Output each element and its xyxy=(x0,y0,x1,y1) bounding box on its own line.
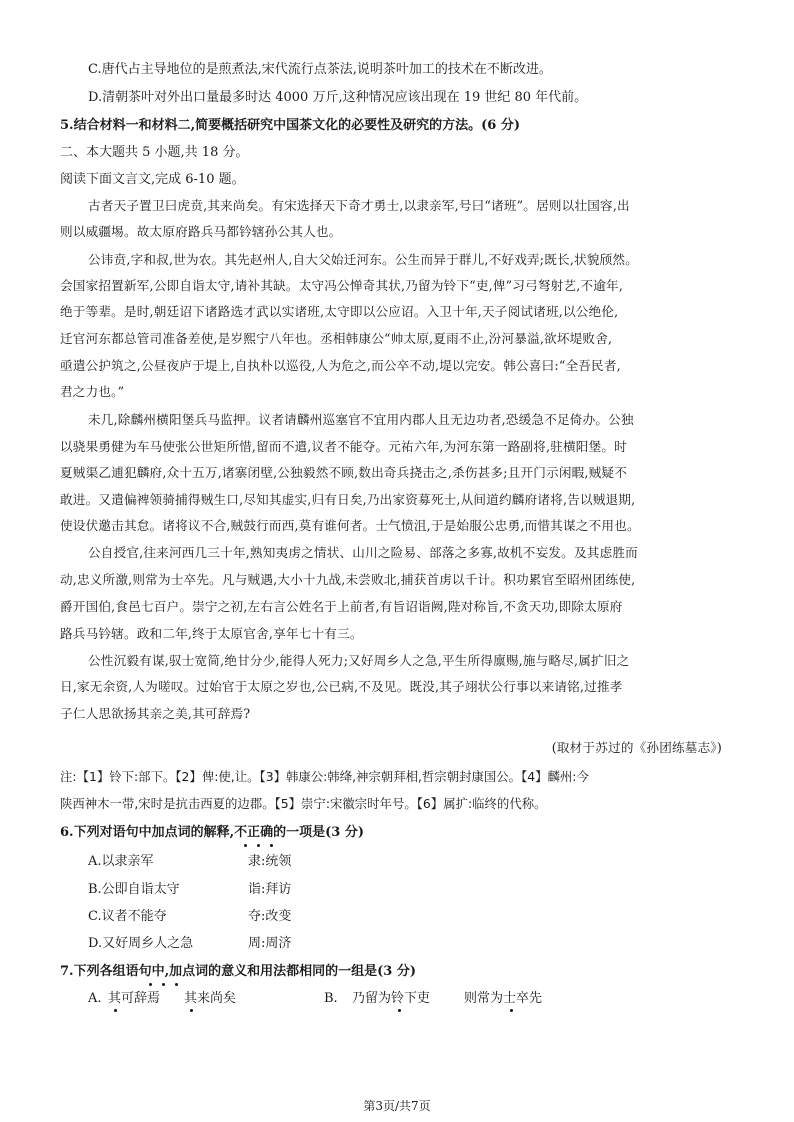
q6-option-d-gloss: 周:周济 xyxy=(248,936,292,951)
q7-option-a-label: A. xyxy=(88,991,102,1006)
passage-line: 夏贼渠乙逋犯麟府,众十五万,诸寨闭壁,公独毅然不顾,数出奇兵挠击之,杀伤甚多;且开门示闲暇,贼疑不 xyxy=(60,465,627,480)
emphasis-dot xyxy=(398,1009,401,1012)
q5-stem: 5.结合材料一和材料二,简要概括研究中国茶文化的必要性及研究的方法。(6 分) xyxy=(60,118,520,133)
notes-line: 注:【1】铃下:部下。【2】俾:使,让。【3】韩康公:韩绛,神宗朝拜相,哲宗朝封康国公。【4】麟州:今 xyxy=(60,769,589,784)
emphasis-dot xyxy=(114,1009,117,1012)
q6-option-sentence: B.公即自诣太守 xyxy=(88,882,180,897)
q7-option-b-label: B. xyxy=(324,991,338,1006)
q6-option-a-gloss: 隶:统领 xyxy=(248,854,292,869)
passage-line: 绝于等辈。是时,朝廷诏下诸路选才武以实诸班,太守即以公应诏。入卫十年,天子阅试诸班,以公绝伦, xyxy=(60,304,619,319)
emphasis-dot xyxy=(270,844,273,847)
passage-line: 迁官河东都总管司准备差使,是岁熙宁八年也。丞相韩康公“帅太原,夏雨不止,汾河暴溢,欲坏堤败舍, xyxy=(60,331,613,346)
passage-source: (取材于苏过的《孙团练墓志》) xyxy=(551,740,722,755)
page-number: 第3页/共7页 xyxy=(363,1099,431,1113)
q6-stem: 6.下列对语句中加点词的解释,不正确的一项是(3 分) xyxy=(60,825,364,840)
q6-option-c xyxy=(88,907,167,927)
passage-line: 未几,除麟州横阳堡兵马监押。议者请麟州巡塞官不宜用内郡人且无边功者,恐缓急不足倚办。公独 xyxy=(88,412,634,427)
passage-line: 古者天子置卫曰虎贲,其来尚矣。有宋选择天下奇才勇士,以隶亲军,号曰“诸班”。居则以壮国容,出 xyxy=(88,198,630,213)
passage-line: 敢进。又遣偏裨领骑捕得贼生口,尽知其虚实,归有日矣,乃出家资募死士,从间道约麟府诸将,告以贼退期, xyxy=(60,492,636,507)
passage-line: 君之力也。” xyxy=(60,384,125,399)
q4-option-c: C.唐代占主导地位的是煎煮法,宋代流行点茶法,说明茶叶加工的技术在不断改进。 xyxy=(88,62,552,77)
q7-stem: 7.下列各组语句中,加点词的意义和用法都相同的一组是(3 分) xyxy=(60,964,416,979)
emphasis-dot xyxy=(257,844,260,847)
passage-line: 公讳贲,字和叔,世为农。其先赵州人,自大父始迁河东。公生而异于群儿,不好戏弄;既长,状貌颀然。 xyxy=(88,252,639,267)
q7-option-b-sentence1: 乃留为铃下吏 xyxy=(352,991,431,1006)
emphasis-dot xyxy=(244,844,247,847)
passage-line: 公自授官,往来河西几三十年,熟知夷虏之情状、山川之险易、部落之多寡,故机不妄发。及其虑胜而 xyxy=(88,545,638,560)
passage-line: 则以威疆埸。故太原府路兵马都钤辖孙公其人也。 xyxy=(60,224,342,239)
passage-line: 爵开国伯,食邑七百户。崇宁之初,左右言公姓名于上前者,有旨诏诣阙,陛对称旨,不贪天功,即除太原府 xyxy=(60,599,623,614)
section2-instruction: 阅读下面文言文,完成 6-10 题。 xyxy=(60,172,245,187)
emphasis-dot xyxy=(149,983,152,986)
emphasis-dot xyxy=(162,983,165,986)
passage-line: 路兵马钤辖。政和二年,终于太原官舍,享年七十有三。 xyxy=(60,626,363,641)
emphasis-dot xyxy=(190,1009,193,1012)
q6-option-b-gloss: 诣:拜访 xyxy=(248,882,292,897)
q6-option-sentence: D.又好周乡人之急 xyxy=(88,936,194,951)
emphasis-dot xyxy=(175,983,178,986)
q6-option-b xyxy=(88,880,180,900)
passage-line: 公性沉毅有谋,驭士宽简,绝甘分少,能得人死力;又好周乡人之急,平生所得廪赐,施与略尽,属扩旧之 xyxy=(88,653,630,668)
passage-line: 会国家招置新军,公即自诣太守,请补其缺。太守冯公惮奇其状,乃留为铃下“吏,俾”习弓弩射艺,不逾年, xyxy=(60,278,624,293)
q6-option-c-gloss: 夺:改变 xyxy=(248,909,292,924)
passage-line: 子仁人思欲扬其亲之美,其可辞焉? xyxy=(60,706,251,721)
q4-option-d: D.清朝茶叶对外出口量最多时达 4000 万斤,这种情况应该出现在 19 世纪 80 年代前。 xyxy=(88,90,588,105)
passage-line: 以骁果勇健为车马使张公世矩所惜,留而不遣,议者不能夺。元祐六年,为河东第一路副将,驻横阳堡。时 xyxy=(60,439,627,454)
q6-option-d xyxy=(88,934,193,954)
section2-heading: 二、本大题共 5 小题,共 18 分。 xyxy=(60,145,249,160)
passage-line: 亟遣公护筑之,公昼夜庐于堤上,自执朴以巡役,人为危之,而公卒不动,堤以完安。韩公喜曰:“全吾民者, xyxy=(60,358,621,373)
passage-line: 日,家无余资,人为嗟叹。过始官于太原之岁也,公已病,不及见。既没,其子翊状公行事以来请铭,过推孝 xyxy=(60,679,623,694)
q6-option-sentence: C.议者不能夺 xyxy=(88,909,167,924)
q6-option-a xyxy=(88,852,154,872)
q7-option-a-sentence1: 其可辞焉 xyxy=(108,991,161,1006)
passage-line: 动,忠义所激,则常为士卒先。凡与贼遇,大小十九战,未尝败北,捕获首虏以千计。积功累官至昭州团练使, xyxy=(60,572,636,587)
emphasis-dot xyxy=(510,1009,513,1012)
q7-option-b-sentence2: 则常为士卒先 xyxy=(464,991,543,1006)
q7-option-a-sentence2: 其来尚矣 xyxy=(184,991,237,1006)
q6-option-sentence: A.以隶亲军 xyxy=(88,854,154,869)
notes-line: 陕西神木一带,宋时是抗击西夏的边郡。【5】崇宁:宋徽宗时年号。【6】属扩:临终的代称。 xyxy=(60,796,547,811)
passage-line: 使设伏邀击其怠。诸将议不合,贼鼓行而西,莫有谁何者。士气愤沮,于是始服公忠勇,而惜其谋之不用也。 xyxy=(60,518,640,533)
